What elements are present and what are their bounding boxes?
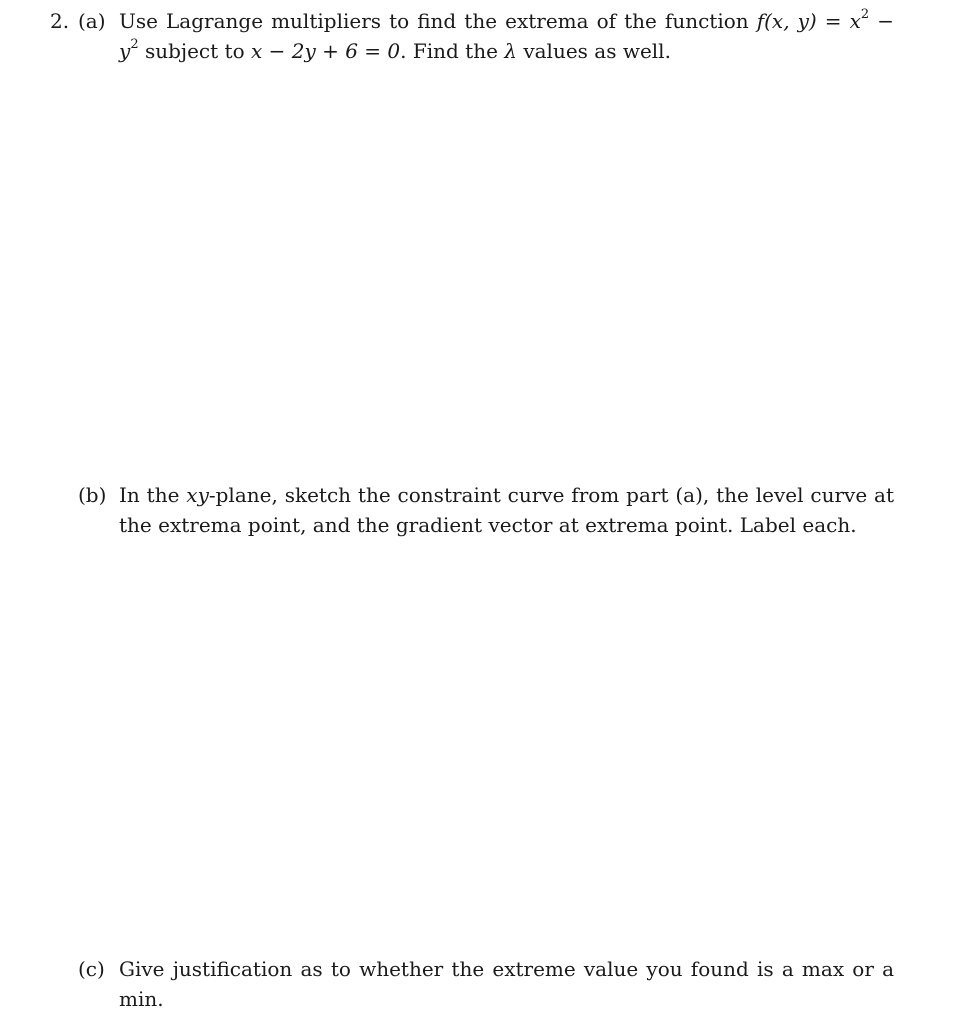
part-a [78,6,898,66]
part-b [78,480,898,540]
function-lhs: f(x, y) [756,9,817,33]
lambda-symbol: λ [504,39,517,63]
part-a-end: values as well. [516,39,671,63]
exponent-y: 2 [130,37,139,53]
equals-sign: = [816,9,850,33]
part-a-intro: Use Lagrange multipliers to find the extrema of the function [119,9,757,33]
part-b-label: (b) [78,483,107,507]
xy-plane-math: xy [186,483,209,507]
part-a-subject-to: subject to [138,39,251,63]
part-a-find: . Find the [400,39,505,63]
part-a-text [119,6,894,66]
var-x: x [849,9,861,33]
part-a-label: (a) [78,9,106,33]
part-b-rest: -plane, sketch the constraint curve from part (a), the level curve at the extrema point, and the gradient vector at extrema point. Label each. [119,483,895,537]
problem-number: 2. [50,9,70,33]
var-y: y [119,39,131,63]
constraint-equation: x − 2y + 6 = 0 [250,39,401,63]
exponent-x: 2 [860,7,870,23]
part-c-label: (c) [78,957,105,981]
part-b-intro: In the [119,483,187,507]
part-c [78,954,898,1014]
part-c-text: Give justification as to whether the extreme value you found is a max or a min. [119,957,894,1011]
minus-sign: − [869,9,895,33]
part-b-text [119,480,894,540]
